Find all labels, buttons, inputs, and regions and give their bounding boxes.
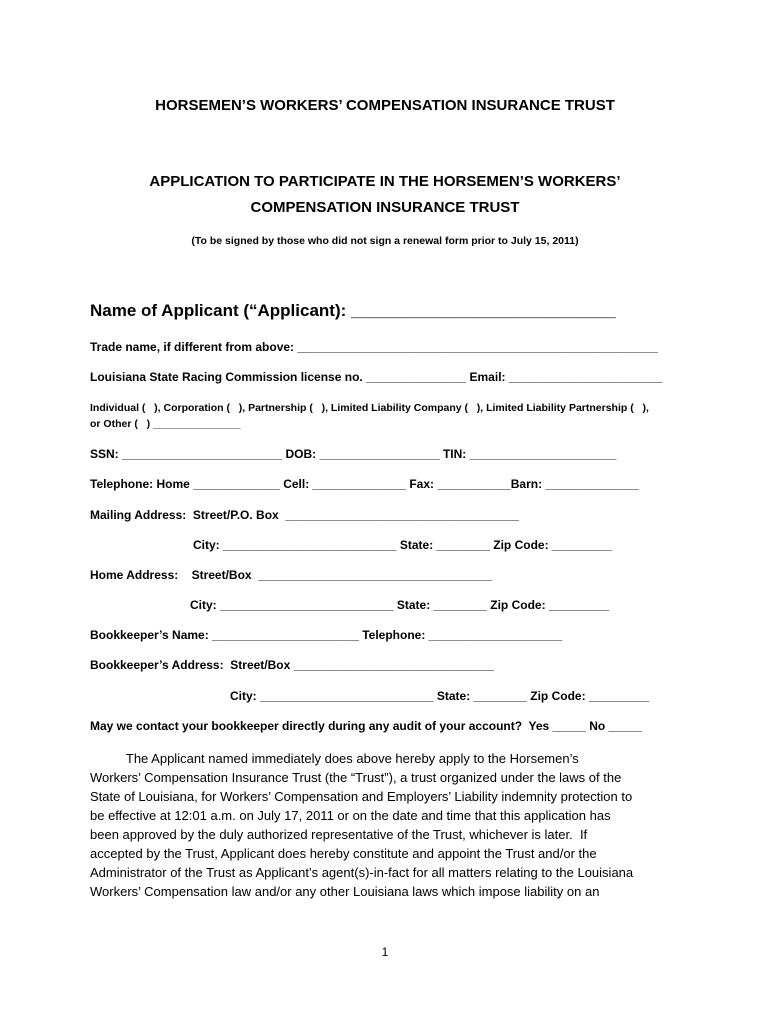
- entity-type-other[interactable]: or Other ( ) _______________: [90, 418, 241, 430]
- body-paragraph-line: be effective at 12:01 a.m. on July 17, 2011 or on the date and time that this application has: [90, 808, 611, 823]
- body-paragraph-line: Administrator of the Trust as Applicant’s agent(s)-in-fact for all matters relating to the Louisiana: [90, 865, 634, 880]
- home-city-field[interactable]: City: __________________________ State: ________ Zip Code: _________: [190, 598, 609, 612]
- ssn-dob-tin-field[interactable]: SSN: ________________________ DOB: __________________ TIN: ______________________: [90, 447, 617, 461]
- application-title-line-1: APPLICATION TO PARTICIPATE IN THE HORSEMEN’S WORKERS’: [149, 173, 621, 190]
- bookkeeper-name-field[interactable]: Bookkeeper’s Name: ______________________ Telephone: ____________________: [90, 628, 563, 642]
- body-paragraph-line: been approved by the duly authorized representative of the Trust, whichever is later. If: [90, 827, 588, 842]
- telephone-field[interactable]: Telephone: Home _____________ Cell: ______________ Fax: ___________Barn: ______________: [90, 477, 639, 491]
- contact-bookkeeper-question[interactable]: May we contact your bookkeeper directly during any audit of your account? Yes _____ No _____: [90, 719, 642, 733]
- bookkeeper-address-field[interactable]: Bookkeeper’s Address: Street/Box ______________________________: [90, 658, 494, 672]
- body-paragraph-line: State of Louisiana, for Workers’ Compensation and Employers’ Liability indemnity protection to: [90, 789, 633, 804]
- body-paragraph-line: Workers’ Compensation law and/or any other Louisiana laws which impose liability on an: [90, 884, 600, 899]
- application-title-line-2: COMPENSATION INSURANCE TRUST: [250, 199, 520, 216]
- home-address-field[interactable]: Home Address: Street/Box ___________________________________: [90, 568, 492, 582]
- bookkeeper-city-field[interactable]: City: __________________________ State: ________ Zip Code: _________: [230, 689, 649, 703]
- entity-type-options[interactable]: Individual ( ), Corporation ( ), Partnership ( ), Limited Liability Company ( ), Limited Liability Partnership ( ),: [90, 402, 649, 414]
- body-paragraph-line: The Applicant named immediately does above hereby apply to the Horsemen’s: [90, 751, 579, 766]
- document-title: HORSEMEN’S WORKERS’ COMPENSATION INSURANCE TRUST: [155, 97, 615, 114]
- applicant-name-field[interactable]: Name of Applicant (“Applicant): ____________________________: [90, 301, 616, 320]
- subtitle-note: (To be signed by those who did not sign a renewal form prior to July 15, 2011): [191, 235, 579, 247]
- license-email-field[interactable]: Louisiana State Racing Commission license no. _______________ Email: _______________________: [90, 370, 663, 384]
- body-paragraph-line: Workers’ Compensation Insurance Trust (the “Trust”), a trust organized under the laws of the: [90, 770, 622, 785]
- mailing-city-field[interactable]: City: __________________________ State: ________ Zip Code: _________: [193, 538, 612, 552]
- body-paragraph-line: accepted by the Trust, Applicant does hereby constitute and appoint the Trust and/or the: [90, 846, 597, 861]
- trade-name-field[interactable]: Trade name, if different from above: ______________________________________________________: [90, 340, 658, 354]
- page-number: 1: [381, 945, 389, 959]
- mailing-address-field[interactable]: Mailing Address: Street/P.O. Box ___________________________________: [90, 508, 519, 522]
